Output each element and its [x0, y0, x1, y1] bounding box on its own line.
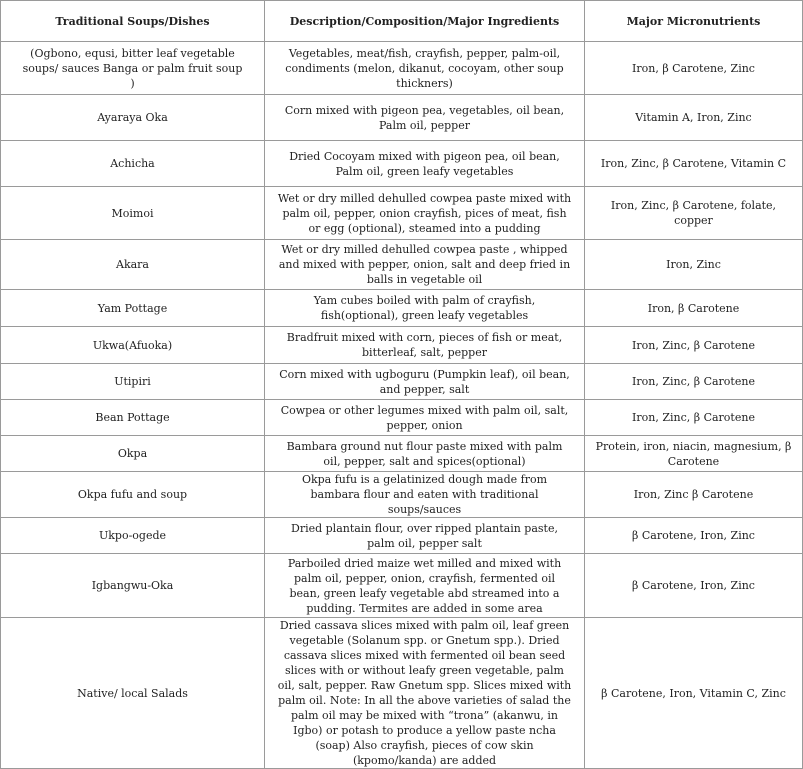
table-row: [1, 436, 803, 472]
header-micronutrients: Major Micronutrients: [585, 1, 803, 42]
table-row: [1, 240, 803, 290]
nutrients-cell: Iron, β Carotene: [585, 290, 803, 327]
nutrients-cell: Iron, Zinc, β Carotene: [585, 400, 803, 436]
description-cell: Wet or dry milled dehulled cowpea paste mixed with palm oil, pepper, onion crayfish, pices of meat, fish or egg (optional), steamed into a pudding: [265, 187, 585, 240]
nutrients-cell: Iron, Zinc, β Carotene, Vitamin C: [585, 141, 803, 187]
description-cell: Bambara ground nut flour paste mixed with palm oil, pepper, salt and spices(optional): [265, 436, 585, 472]
nutrients-cell: Protein, iron, niacin, magnesium, β Carotene: [585, 436, 803, 472]
table-row: [1, 554, 803, 618]
dish-cell: Bean Pottage: [1, 400, 265, 436]
header-description: Description/Composition/Major Ingredients: [265, 1, 585, 42]
dish-cell: Yam Pottage: [1, 290, 265, 327]
description-cell: Cowpea or other legumes mixed with palm oil, salt, pepper, onion: [265, 400, 585, 436]
dish-cell: Okpa fufu and soup: [1, 472, 265, 518]
table-row: [1, 42, 803, 95]
table-row: [1, 618, 803, 769]
nutrients-cell: Iron, Zinc, β Carotene: [585, 327, 803, 364]
description-cell: Bradfruit mixed with corn, pieces of fish or meat, bitterleaf, salt, pepper: [265, 327, 585, 364]
description-cell: Yam cubes boiled with palm of crayfish, fish(optional), green leafy vegetables: [265, 290, 585, 327]
table-row: [1, 327, 803, 364]
dish-cell: Igbangwu-Oka: [1, 554, 265, 618]
nutrients-cell: Iron, Zinc β Carotene: [585, 472, 803, 518]
dish-cell: Moimoi: [1, 187, 265, 240]
dish-cell: Ukpo-ogede: [1, 518, 265, 554]
dish-cell: Akara: [1, 240, 265, 290]
description-cell: Corn mixed with ugboguru (Pumpkin leaf), oil bean, and pepper, salt: [265, 364, 585, 400]
table-row: [1, 472, 803, 518]
table-row: [1, 518, 803, 554]
nutrients-cell: Iron, Zinc, β Carotene, folate, copper: [585, 187, 803, 240]
table-row: [1, 290, 803, 327]
description-cell: Parboiled dried maize wet milled and mixed with palm oil, pepper, onion, crayfish, fermented oil bean, green leafy vegetable abd streamed into a pudding. Termites are added in some area: [265, 554, 585, 618]
nutrients-cell: β Carotene, Iron, Zinc: [585, 554, 803, 618]
description-cell: Okpa fufu is a gelatinized dough made from bambara flour and eaten with traditional soups/sauces: [265, 472, 585, 518]
header-dishes: Traditional Soups/Dishes: [1, 1, 265, 42]
description-cell: Vegetables, meat/fish, crayfish, pepper, palm-oil, condiments (melon, dikanut, cocoyam, other soup thickners): [265, 42, 585, 95]
nutrients-cell: Iron, β Carotene, Zinc: [585, 42, 803, 95]
table-row: [1, 400, 803, 436]
description-cell: Corn mixed with pigeon pea, vegetables, oil bean, Palm oil, pepper: [265, 95, 585, 141]
dish-cell: (Ogbono, equsi, bitter leaf vegetable soups/ sauces Banga or palm fruit soup ): [1, 42, 265, 95]
dish-cell: Okpa: [1, 436, 265, 472]
nutrients-cell: Iron, Zinc, β Carotene: [585, 364, 803, 400]
dish-cell: Utipiri: [1, 364, 265, 400]
nutrients-cell: β Carotene, Iron, Zinc: [585, 518, 803, 554]
table-row: [1, 95, 803, 141]
dish-cell: Achicha: [1, 141, 265, 187]
nutrients-cell: β Carotene, Iron, Vitamin C, Zinc: [585, 618, 803, 769]
header-row: [1, 1, 803, 42]
dish-cell: Ukwa(Afuoka): [1, 327, 265, 364]
nutrients-cell: Iron, Zinc: [585, 240, 803, 290]
description-cell: Dried Cocoyam mixed with pigeon pea, oil bean, Palm oil, green leafy vegetables: [265, 141, 585, 187]
table-row: [1, 364, 803, 400]
dish-cell: Ayaraya Oka: [1, 95, 265, 141]
nutrients-cell: Vitamin A, Iron, Zinc: [585, 95, 803, 141]
table-row: [1, 141, 803, 187]
description-cell: Dried plantain flour, over ripped plantain paste, palm oil, pepper salt: [265, 518, 585, 554]
table-row: [1, 187, 803, 240]
description-cell: Dried cassava slices mixed with palm oil, leaf green vegetable (Solanum spp. or Gnetum spp.). Dried cassava slices mixed with fermented oil bean seed slices with or without leafy green vegetable, palm oil, salt, pepper. Raw Gnetum spp. Slices mixed with palm oil. Note: In all the above varieties of salad the palm oil may be mixed with “trona” (akanwu, in Igbo) or potash to produce a yellow paste ncha (soap) Also crayfish, pieces of cow skin (kpomo/kanda) are added: [265, 618, 585, 769]
description-cell: Wet or dry milled dehulled cowpea paste , whipped and mixed with pepper, onion, salt and deep fried in balls in vegetable oil: [265, 240, 585, 290]
dish-cell: Native/ local Salads: [1, 618, 265, 769]
